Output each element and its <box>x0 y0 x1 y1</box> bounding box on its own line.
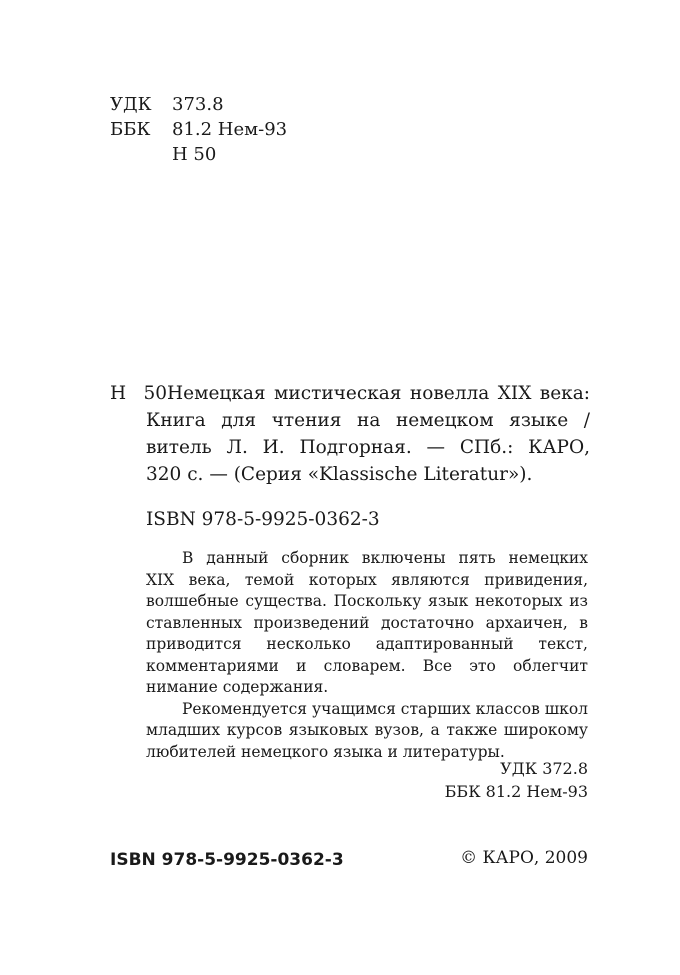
udk-row <box>110 94 224 116</box>
annotation <box>146 548 588 763</box>
author-mark-row <box>110 144 216 166</box>
udk-value: 373.8 <box>172 94 224 115</box>
entry-line: Книга для чтения на немецком языке / <box>146 410 590 431</box>
annotation-line: волшебные существа. Поскольку язык некоторых из <box>146 592 588 610</box>
copyright: © КАРО, 2009 <box>460 848 588 868</box>
annotation-line: приводится несколько адаптированный текст, <box>146 635 588 653</box>
entry-title: Немецкая мистическая новелла XIX века: <box>167 383 590 404</box>
bbk-label: ББК <box>110 119 151 140</box>
annotation-line: В данный сборник включены пять немецких <box>182 549 588 567</box>
bbk-value: 81.2 Нем-93 <box>172 119 288 140</box>
bbk-row <box>110 119 287 141</box>
udk-label: УДК <box>110 94 152 115</box>
footer-isbn: ISBN 978-5-9925-0362-3 <box>110 850 344 870</box>
annotation-line: ставленных произведений достаточно архаичен, в <box>146 613 588 632</box>
bbk-code-bottom: ББК 81.2 Нем-93 <box>444 782 588 801</box>
annotation-line: нимание содержания. <box>146 678 329 696</box>
annotation-line: комментариями и словарем. Все это облегчит <box>146 656 588 675</box>
entry-line: витель Л. И. Подгорная. — СПб.: КАРО, <box>146 437 590 458</box>
entry-line: 320 с. — (Серия «Klassische Literatur»). <box>146 464 533 485</box>
annotation-line: Рекомендуется учащимся старших классов школ <box>182 699 588 718</box>
entry-line <box>110 380 590 407</box>
author-mark: Н 50 <box>172 144 217 165</box>
annotation-line: младших курсов языковых вузов, а также широкому <box>146 721 588 739</box>
entry-code: Н 50 <box>110 383 167 404</box>
annotation-line: XIX века, темой которых являются привидения, <box>146 570 588 589</box>
annotation-line: любителей немецкого языка и литературы. <box>146 742 505 761</box>
udk-code-bottom: УДК 372.8 <box>500 759 588 778</box>
bibliographic-entry <box>110 380 590 488</box>
entry-isbn: ISBN 978-5-9925-0362-3 <box>146 509 380 530</box>
